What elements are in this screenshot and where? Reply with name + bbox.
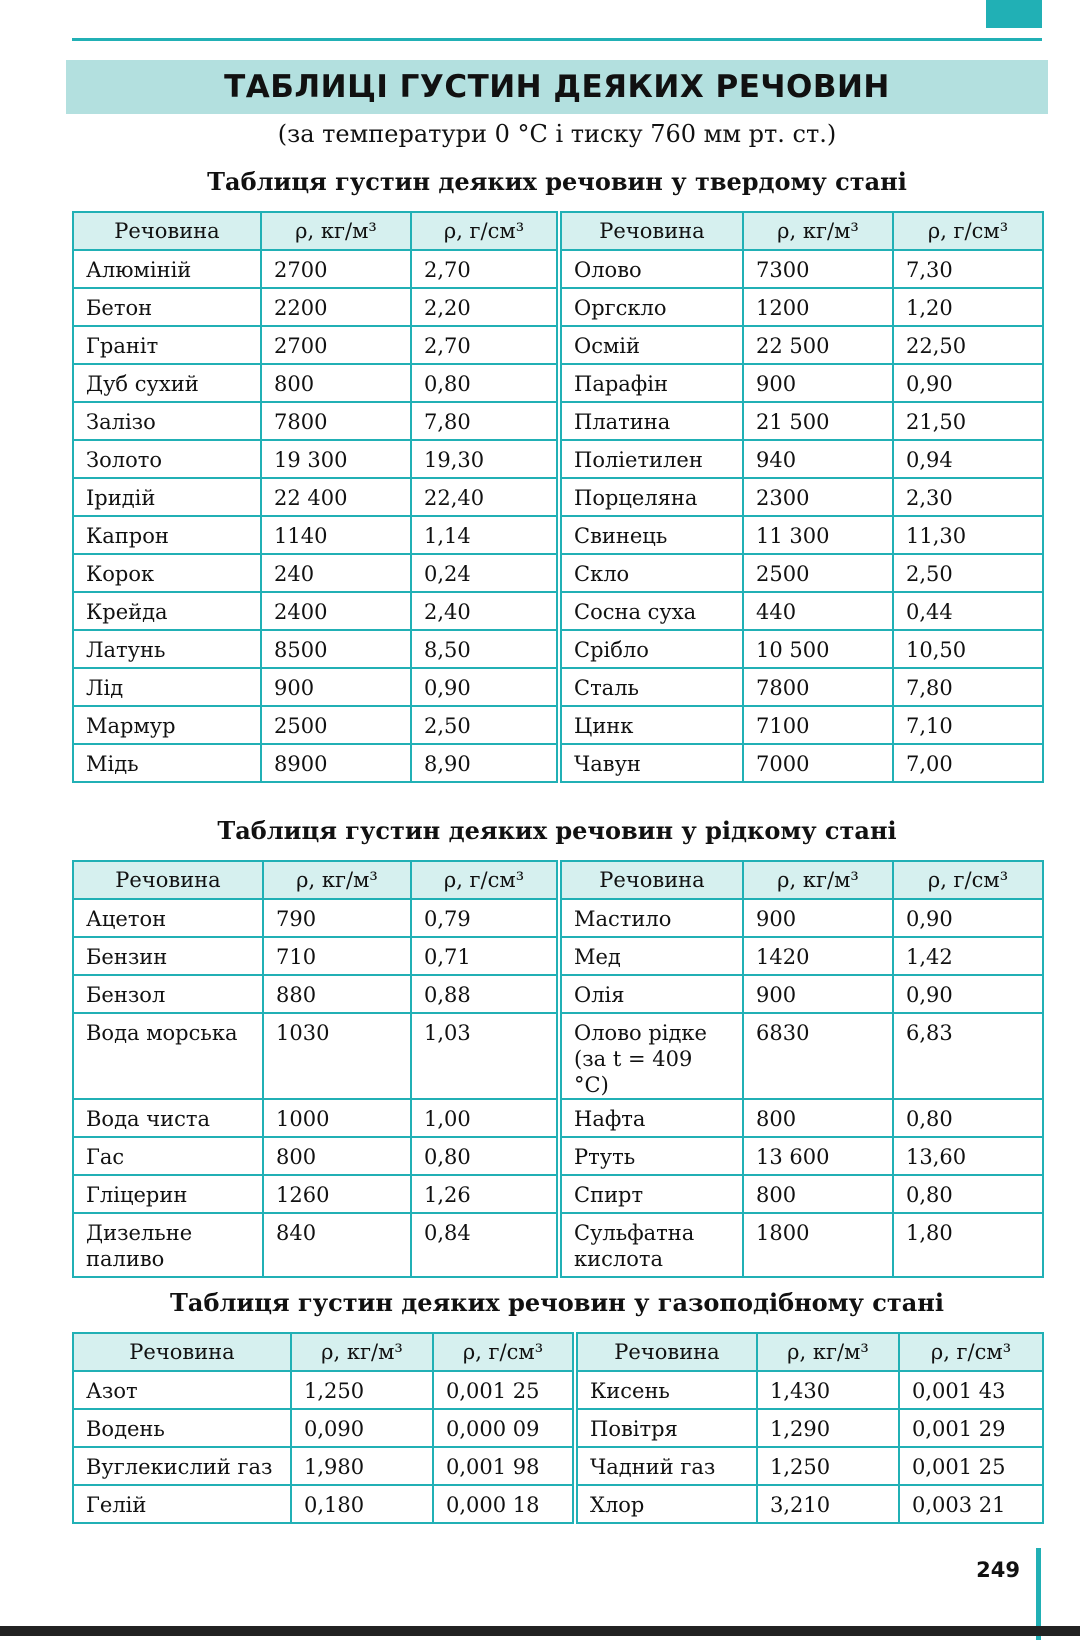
density-kg-cell: 7100 — [743, 706, 893, 744]
density-kg-cell: 3,210 — [757, 1485, 899, 1523]
substance-cell: Азот — [73, 1371, 291, 1409]
header-density-kg: ρ, кг/м³ — [743, 861, 893, 899]
density-g-cell: 2,40 — [411, 592, 559, 630]
table-row — [73, 326, 1043, 364]
density-g-cell: 11,30 — [893, 516, 1043, 554]
density-g-cell: 0,000 18 — [433, 1485, 575, 1523]
table-row — [73, 1485, 1043, 1523]
bottom-edge-bar — [0, 1626, 1080, 1636]
substance-cell: Чавун — [559, 744, 743, 782]
substance-cell: Порцеляна — [559, 478, 743, 516]
density-g-cell: 0,24 — [411, 554, 559, 592]
table-row — [73, 899, 1043, 937]
header-substance: Речовина — [575, 1333, 757, 1371]
table-row — [73, 364, 1043, 402]
density-g-cell: 0,90 — [411, 668, 559, 706]
table-row — [73, 744, 1043, 782]
solid-density-table — [72, 211, 1044, 783]
substance-cell: Мідь — [73, 744, 261, 782]
density-kg-cell: 1030 — [263, 1013, 411, 1099]
density-kg-cell: 13 600 — [743, 1137, 893, 1175]
density-g-cell: 1,42 — [893, 937, 1043, 975]
table-row — [73, 1447, 1043, 1485]
substance-cell: Корок — [73, 554, 261, 592]
density-g-cell: 2,50 — [411, 706, 559, 744]
substance-cell: Залізо — [73, 402, 261, 440]
corner-tab-decoration — [986, 0, 1042, 28]
table-row — [73, 630, 1043, 668]
substance-cell: Іридій — [73, 478, 261, 516]
table-row — [73, 478, 1043, 516]
density-g-cell: 0,44 — [893, 592, 1043, 630]
header-density-g: ρ, г/см³ — [899, 1333, 1043, 1371]
substance-cell: Скло — [559, 554, 743, 592]
density-kg-cell: 2500 — [261, 706, 411, 744]
density-g-cell: 2,70 — [411, 326, 559, 364]
header-density-g: ρ, г/см³ — [893, 212, 1043, 250]
header-substance: Речовина — [559, 861, 743, 899]
density-kg-cell: 22 500 — [743, 326, 893, 364]
density-g-cell: 0,90 — [893, 364, 1043, 402]
density-kg-cell: 1,290 — [757, 1409, 899, 1447]
density-kg-cell: 1,430 — [757, 1371, 899, 1409]
density-kg-cell: 900 — [743, 364, 893, 402]
density-g-cell: 0,71 — [411, 937, 559, 975]
substance-cell: Латунь — [73, 630, 261, 668]
density-kg-cell: 880 — [263, 975, 411, 1013]
density-g-cell: 7,80 — [893, 668, 1043, 706]
density-g-cell: 0,001 98 — [433, 1447, 575, 1485]
density-g-cell: 0,003 21 — [899, 1485, 1043, 1523]
substance-cell: Кисень — [575, 1371, 757, 1409]
substance-cell: Олово рідке (за t = 409 °С) — [559, 1013, 743, 1099]
substance-cell: Осмій — [559, 326, 743, 364]
header-substance: Речовина — [73, 212, 261, 250]
substance-cell: Ртуть — [559, 1137, 743, 1175]
substance-cell: Свинець — [559, 516, 743, 554]
density-kg-cell: 940 — [743, 440, 893, 478]
density-g-cell: 0,001 29 — [899, 1409, 1043, 1447]
density-g-cell: 0,001 25 — [433, 1371, 575, 1409]
table-row — [73, 1013, 1043, 1099]
table-row — [73, 592, 1043, 630]
density-g-cell: 7,00 — [893, 744, 1043, 782]
density-kg-cell: 440 — [743, 592, 893, 630]
density-kg-cell: 840 — [263, 1213, 411, 1277]
substance-cell: Дуб сухий — [73, 364, 261, 402]
density-g-cell: 8,90 — [411, 744, 559, 782]
density-g-cell: 0,80 — [893, 1175, 1043, 1213]
substance-cell: Срібло — [559, 630, 743, 668]
substance-cell: Мастило — [559, 899, 743, 937]
density-g-cell: 0,84 — [411, 1213, 559, 1277]
density-g-cell: 19,30 — [411, 440, 559, 478]
density-kg-cell: 1,250 — [291, 1371, 433, 1409]
density-kg-cell: 7300 — [743, 250, 893, 288]
page-title: ТАБЛИЦІ ГУСТИН ДЕЯКИХ РЕЧОВИН — [224, 69, 890, 105]
density-kg-cell: 0,090 — [291, 1409, 433, 1447]
substance-cell: Спирт — [559, 1175, 743, 1213]
substance-cell: Граніт — [73, 326, 261, 364]
density-kg-cell: 900 — [743, 975, 893, 1013]
density-g-cell: 22,50 — [893, 326, 1043, 364]
header-density-g: ρ, г/см³ — [893, 861, 1043, 899]
density-g-cell: 0,88 — [411, 975, 559, 1013]
density-g-cell: 0,80 — [411, 1137, 559, 1175]
header-density-g: ρ, г/см³ — [411, 212, 559, 250]
header-substance: Речовина — [73, 1333, 291, 1371]
density-g-cell: 1,20 — [893, 288, 1043, 326]
density-g-cell: 0,001 25 — [899, 1447, 1043, 1485]
density-kg-cell: 800 — [743, 1099, 893, 1137]
density-g-cell: 8,50 — [411, 630, 559, 668]
density-kg-cell: 8900 — [261, 744, 411, 782]
substance-cell: Повітря — [575, 1409, 757, 1447]
substance-cell: Сталь — [559, 668, 743, 706]
table-row — [73, 706, 1043, 744]
density-g-cell: 13,60 — [893, 1137, 1043, 1175]
density-kg-cell: 790 — [263, 899, 411, 937]
density-g-cell: 2,30 — [893, 478, 1043, 516]
density-kg-cell: 1420 — [743, 937, 893, 975]
density-kg-cell: 19 300 — [261, 440, 411, 478]
density-kg-cell: 1,980 — [291, 1447, 433, 1485]
density-g-cell: 2,50 — [893, 554, 1043, 592]
header-density-kg: ρ, кг/м³ — [291, 1333, 433, 1371]
density-g-cell: 7,30 — [893, 250, 1043, 288]
density-kg-cell: 900 — [743, 899, 893, 937]
density-g-cell: 0,94 — [893, 440, 1043, 478]
page-subtitle: (за температури 0 °С і тиску 760 мм рт. ст.) — [277, 120, 837, 148]
density-g-cell: 1,03 — [411, 1013, 559, 1099]
density-kg-cell: 7800 — [261, 402, 411, 440]
density-g-cell: 0,80 — [411, 364, 559, 402]
table-row — [73, 288, 1043, 326]
table-row — [73, 1409, 1043, 1447]
substance-cell: Бензин — [73, 937, 263, 975]
table-row — [73, 1099, 1043, 1137]
header-density-g: ρ, г/см³ — [433, 1333, 575, 1371]
density-g-cell: 0,79 — [411, 899, 559, 937]
substance-cell: Вода чиста — [73, 1099, 263, 1137]
density-kg-cell: 800 — [743, 1175, 893, 1213]
table-row — [73, 402, 1043, 440]
substance-cell: Мед — [559, 937, 743, 975]
solid-table-title: Таблиця густин деяких речовин у твердому стані — [207, 167, 907, 196]
header-substance: Речовина — [559, 212, 743, 250]
density-kg-cell: 240 — [261, 554, 411, 592]
substance-cell: Платина — [559, 402, 743, 440]
substance-cell: Чадний газ — [575, 1447, 757, 1485]
density-kg-cell: 7800 — [743, 668, 893, 706]
substance-cell: Капрон — [73, 516, 261, 554]
density-kg-cell: 11 300 — [743, 516, 893, 554]
header-density-kg: ρ, кг/м³ — [757, 1333, 899, 1371]
header-density-g: ρ, г/см³ — [411, 861, 559, 899]
substance-cell: Сульфатна кислота — [559, 1213, 743, 1277]
density-kg-cell: 2300 — [743, 478, 893, 516]
liquid-density-table — [72, 860, 1044, 1278]
table-row — [73, 975, 1043, 1013]
density-kg-cell: 1800 — [743, 1213, 893, 1277]
density-kg-cell: 0,180 — [291, 1485, 433, 1523]
density-kg-cell: 21 500 — [743, 402, 893, 440]
density-g-cell: 1,00 — [411, 1099, 559, 1137]
density-kg-cell: 22 400 — [261, 478, 411, 516]
liquid-table-title: Таблиця густин деяких речовин у рідкому стані — [217, 816, 897, 845]
density-g-cell: 7,10 — [893, 706, 1043, 744]
density-g-cell: 0,90 — [893, 975, 1043, 1013]
density-kg-cell: 2400 — [261, 592, 411, 630]
table-row — [73, 1213, 1043, 1277]
density-kg-cell: 900 — [261, 668, 411, 706]
substance-cell: Гас — [73, 1137, 263, 1175]
substance-cell: Вуглекислий газ — [73, 1447, 291, 1485]
substance-cell: Олово — [559, 250, 743, 288]
page-number: 249 — [976, 1558, 1020, 1582]
header-density-kg: ρ, кг/м³ — [263, 861, 411, 899]
substance-cell: Поліетилен — [559, 440, 743, 478]
substance-cell: Крейда — [73, 592, 261, 630]
table-row — [73, 1371, 1043, 1409]
substance-cell: Сосна суха — [559, 592, 743, 630]
header-density-kg: ρ, кг/м³ — [261, 212, 411, 250]
substance-cell: Парафін — [559, 364, 743, 402]
table-row — [73, 440, 1043, 478]
table-row — [73, 554, 1043, 592]
density-g-cell: 7,80 — [411, 402, 559, 440]
density-kg-cell: 800 — [263, 1137, 411, 1175]
substance-cell: Бензол — [73, 975, 263, 1013]
density-kg-cell: 1140 — [261, 516, 411, 554]
density-g-cell: 1,80 — [893, 1213, 1043, 1277]
substance-cell: Дизельне паливо — [73, 1213, 263, 1277]
density-kg-cell: 2700 — [261, 250, 411, 288]
table-row — [73, 516, 1043, 554]
header-substance: Речовина — [73, 861, 263, 899]
substance-cell: Нафта — [559, 1099, 743, 1137]
gas-table-title: Таблиця густин деяких речовин у газоподібному стані — [170, 1288, 944, 1317]
table-row — [73, 1137, 1043, 1175]
density-g-cell: 2,20 — [411, 288, 559, 326]
substance-cell: Оргскло — [559, 288, 743, 326]
gas-density-table — [72, 1332, 1044, 1524]
substance-cell: Цинк — [559, 706, 743, 744]
substance-cell: Алюміній — [73, 250, 261, 288]
substance-cell: Ацетон — [73, 899, 263, 937]
top-rule — [72, 38, 1042, 41]
table-row — [73, 250, 1043, 288]
table-row — [73, 937, 1043, 975]
title-band — [66, 60, 1048, 114]
density-g-cell: 0,000 09 — [433, 1409, 575, 1447]
density-g-cell: 0,90 — [893, 899, 1043, 937]
table-row — [73, 668, 1043, 706]
density-kg-cell: 2200 — [261, 288, 411, 326]
header-density-kg: ρ, кг/м³ — [743, 212, 893, 250]
density-g-cell: 2,70 — [411, 250, 559, 288]
density-g-cell: 1,26 — [411, 1175, 559, 1213]
density-kg-cell: 2500 — [743, 554, 893, 592]
density-kg-cell: 1200 — [743, 288, 893, 326]
substance-cell: Гелій — [73, 1485, 291, 1523]
density-g-cell: 1,14 — [411, 516, 559, 554]
substance-cell: Бетон — [73, 288, 261, 326]
density-g-cell: 21,50 — [893, 402, 1043, 440]
substance-cell: Водень — [73, 1409, 291, 1447]
substance-cell: Олія — [559, 975, 743, 1013]
density-kg-cell: 10 500 — [743, 630, 893, 668]
density-kg-cell: 6830 — [743, 1013, 893, 1099]
density-kg-cell: 8500 — [261, 630, 411, 668]
substance-cell: Вода морська — [73, 1013, 263, 1099]
density-g-cell: 0,001 43 — [899, 1371, 1043, 1409]
density-kg-cell: 1,250 — [757, 1447, 899, 1485]
density-g-cell: 10,50 — [893, 630, 1043, 668]
density-g-cell: 0,80 — [893, 1099, 1043, 1137]
substance-cell: Лід — [73, 668, 261, 706]
density-kg-cell: 7000 — [743, 744, 893, 782]
table-row — [73, 1175, 1043, 1213]
density-kg-cell: 1260 — [263, 1175, 411, 1213]
substance-cell: Гліцерин — [73, 1175, 263, 1213]
density-g-cell: 22,40 — [411, 478, 559, 516]
substance-cell: Золото — [73, 440, 261, 478]
density-kg-cell: 710 — [263, 937, 411, 975]
substance-cell: Мармур — [73, 706, 261, 744]
density-kg-cell: 800 — [261, 364, 411, 402]
density-kg-cell: 2700 — [261, 326, 411, 364]
substance-cell: Хлор — [575, 1485, 757, 1523]
density-kg-cell: 1000 — [263, 1099, 411, 1137]
density-g-cell: 6,83 — [893, 1013, 1043, 1099]
